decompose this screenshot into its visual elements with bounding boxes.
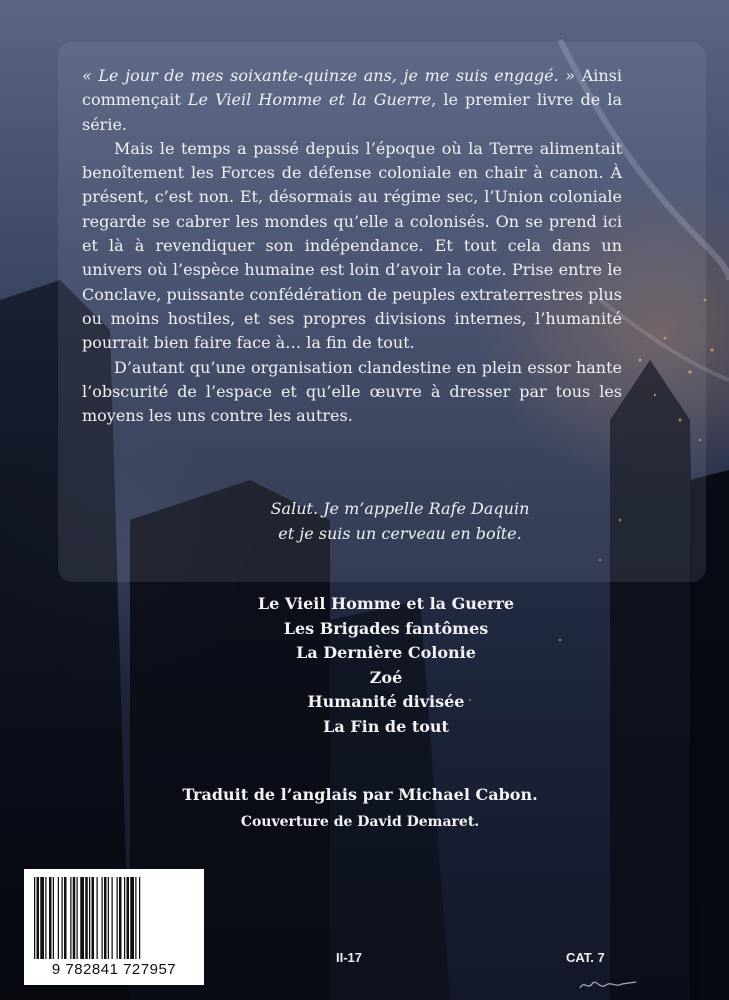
barcode-bar xyxy=(102,877,103,959)
series-title: Le Vieil Homme et la Guerre xyxy=(257,594,515,613)
barcode xyxy=(24,869,204,985)
barcode-bar xyxy=(124,877,125,959)
barcode-bar xyxy=(62,877,63,959)
barcode-bar xyxy=(77,877,78,959)
barcode-bar xyxy=(89,877,90,959)
barcode-bar xyxy=(135,877,136,959)
category-code: CAT. 7 xyxy=(566,950,605,965)
barcode-bar xyxy=(112,877,113,959)
barcode-bars xyxy=(30,877,198,961)
translator-credit: Traduit de l’anglais par Michael Cabon. xyxy=(182,785,538,804)
barcode-bar xyxy=(37,877,40,959)
barcode-bar xyxy=(119,877,122,959)
tagline-line-2: et je suis un cerveau en boîte. xyxy=(278,524,522,543)
barcode-bar xyxy=(108,877,109,959)
first-book-title: Le Vieil Homme et la Guerre xyxy=(187,90,432,110)
barcode-bar xyxy=(53,877,54,959)
catalog-code: II-17 xyxy=(336,950,363,965)
barcode-bar xyxy=(85,877,88,959)
barcode-bar xyxy=(70,877,71,959)
barcode-bar xyxy=(97,877,98,959)
opening-quote: « Le jour de mes soixante-quinze ans, je me suis engagé. » xyxy=(82,66,576,85)
barcode-bar xyxy=(40,877,44,959)
cover-art-credit: Couverture de David Demaret. xyxy=(240,814,480,830)
blurb-paragraph-2: Mais le temps a passé depuis l’époque où la Terre alimentait benoîtement les Forces de défense coloniale en chair à canon. À présent, c’est non. Et, désormais au régime sec, l’Union coloniale regarde se cabrer les mondes qu’elle a colonisés. On se prend ici et là à revendiquer son indépendance. Et tout cela dans un univers où l’espèce humaine est loin d’avoir la cote. Prise entre le Conclave, puissante confédération de peuples extraterrestres plus ou moins hostiles, et ses propres divisions internes, l’humanité pourrait bien faire face à… la fin de tout. xyxy=(82,138,622,353)
book-blurb xyxy=(82,64,622,428)
barcode-bar xyxy=(58,877,59,959)
blurb-paragraph-3: D’autant qu’une organisation clandestine en plein essor hante l’obscurité de l’espace et qu’elle œuvre à dresser par tous les moyens les uns contre les autres. xyxy=(82,357,622,426)
barcode-bar xyxy=(34,877,35,959)
barcode-bar xyxy=(80,877,84,959)
blurb-paragraph-1: « Le jour de mes soixante-quinze ans, je me suis engagé. » Ainsi commençait Le Vieil Homme et la Guerre, le premier livre de la série. xyxy=(82,66,623,134)
series-title: Humanité divisée xyxy=(307,692,465,711)
series-title: La Fin de tout xyxy=(323,716,449,736)
barcode-bar xyxy=(127,877,130,959)
tagline-quote xyxy=(200,496,600,546)
barcode-bar xyxy=(45,877,46,959)
series-title: Les Brigades fantômes xyxy=(283,618,489,638)
barcode-bar xyxy=(64,877,67,959)
barcode-bar xyxy=(92,877,95,959)
barcode-bar xyxy=(139,877,140,959)
barcode-bar xyxy=(73,877,76,959)
barcode-bar xyxy=(104,877,107,959)
isbn-number: 9 782841 727957 xyxy=(51,961,177,978)
series-title: La Dernière Colonie xyxy=(296,643,476,662)
series-title: Zoé xyxy=(369,667,403,687)
barcode-bar xyxy=(49,877,52,959)
barcode-bar xyxy=(130,877,134,959)
artist-signature xyxy=(578,976,638,994)
tagline-line-1: Salut. Je m’appelle Rafe Daquin xyxy=(270,499,530,518)
barcode-bar xyxy=(117,877,118,959)
series-title-list xyxy=(246,592,526,739)
